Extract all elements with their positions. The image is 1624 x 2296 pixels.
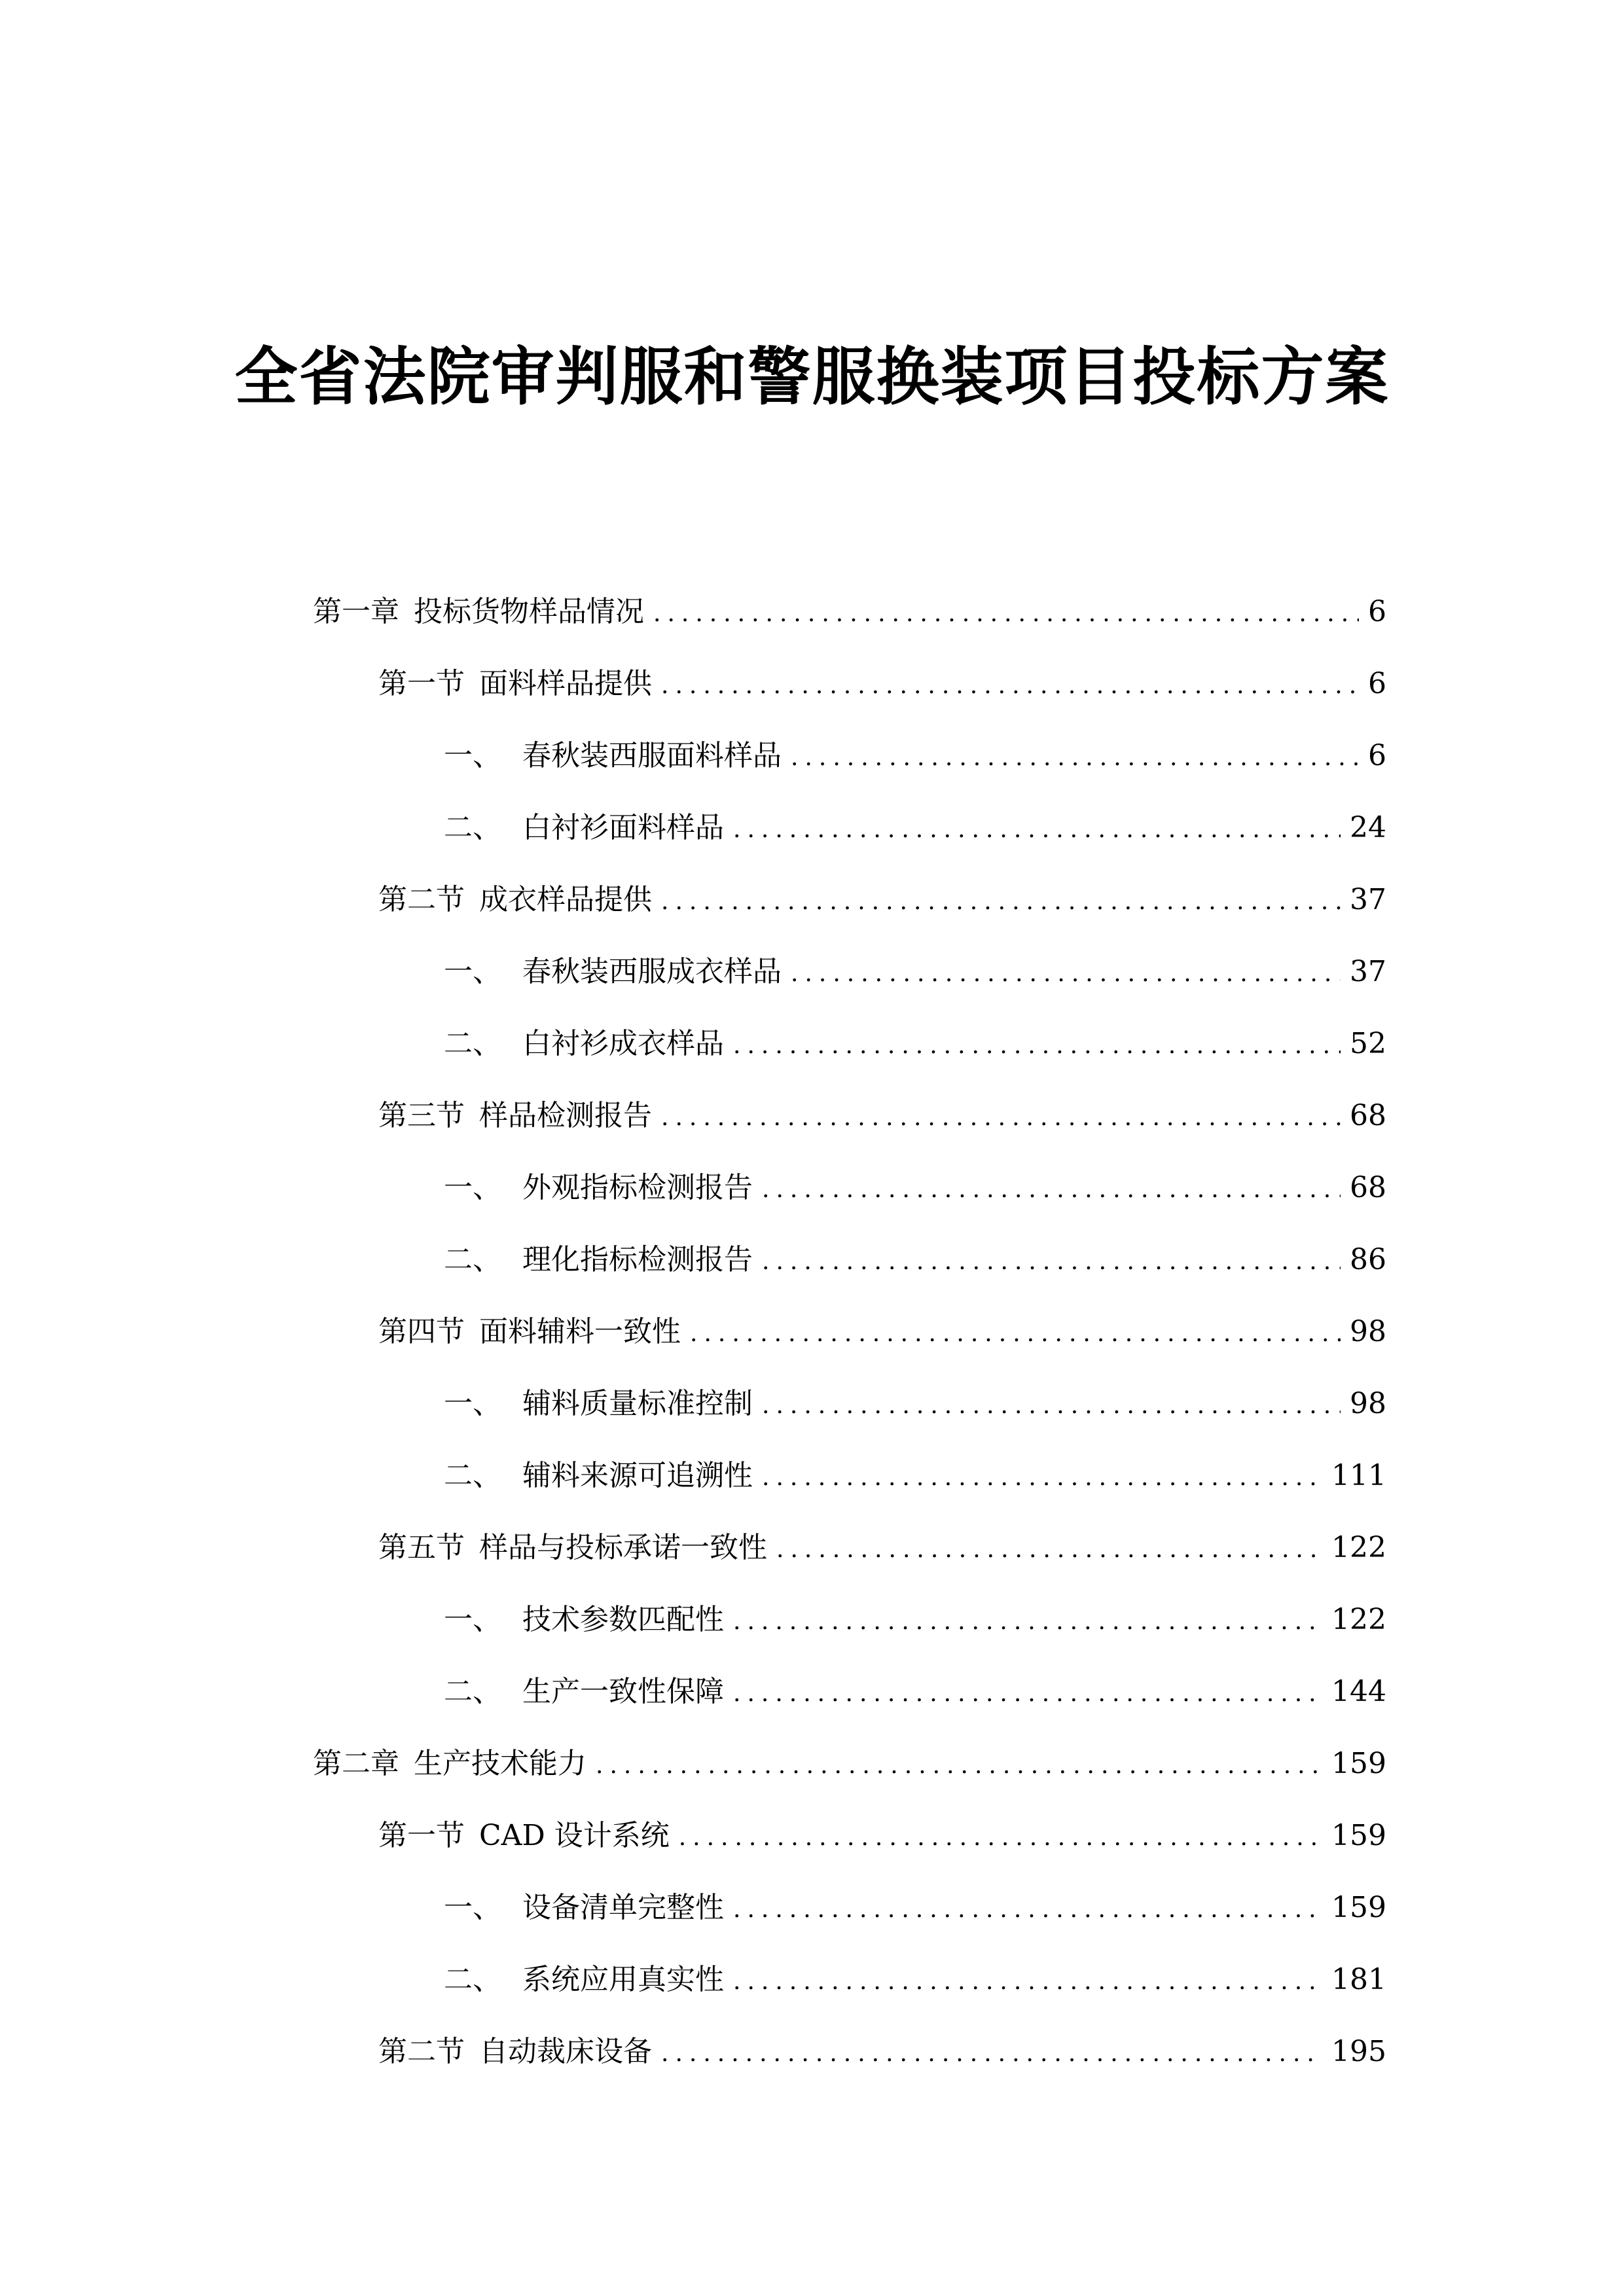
toc-entry-page: 181	[1331, 1963, 1386, 1996]
toc-leader-dots	[762, 1442, 1322, 1514]
toc-entry-prefix: 第一章	[313, 595, 399, 628]
toc-entry[interactable]	[313, 1800, 1386, 1872]
toc-leader-dots	[690, 1298, 1341, 1370]
toc-entry-label: 技术参数匹配性	[522, 1603, 724, 1636]
toc-entry-prefix: 第一节	[378, 1819, 465, 1852]
toc-entry-page: 37	[1350, 955, 1386, 988]
toc-entry[interactable]	[313, 792, 1386, 864]
toc-entry-prefix: 一、	[444, 955, 501, 988]
toc-entry-page: 98	[1350, 1387, 1386, 1420]
toc-entry[interactable]	[313, 1296, 1386, 1368]
toc-leader-dots	[661, 650, 1359, 722]
toc-entry[interactable]	[313, 1152, 1386, 1224]
toc-entry-prefix: 二、	[444, 811, 501, 844]
toc-entry-prefix: 二、	[444, 1963, 501, 1996]
toc-entry-page: 122	[1331, 1603, 1386, 1636]
toc-entry[interactable]	[313, 720, 1386, 792]
toc-entry[interactable]	[313, 1224, 1386, 1296]
toc-entry-page: 68	[1350, 1099, 1386, 1132]
toc-leader-dots	[791, 938, 1341, 1010]
toc-entry[interactable]	[313, 1080, 1386, 1152]
toc-entry[interactable]	[313, 936, 1386, 1008]
toc-entry[interactable]	[313, 648, 1386, 720]
toc-entry-label: 白衬衫成衣样品	[522, 1027, 724, 1060]
toc-entry-label: 面料辅料一致性	[479, 1315, 681, 1348]
toc-entry-label: 辅料来源可追溯性	[522, 1459, 753, 1492]
toc-entry-label: 投标货物样品情况	[414, 595, 644, 628]
toc-entry[interactable]	[313, 2016, 1386, 2088]
toc-entry-prefix: 第二章	[313, 1747, 399, 1780]
toc-entry-page: 6	[1368, 595, 1386, 628]
toc-entry-prefix: 二、	[444, 1027, 501, 1060]
toc-leader-dots	[661, 2018, 1322, 2090]
toc-entry-prefix: 一、	[444, 1603, 501, 1636]
toc-entry-label: 辅料质量标准控制	[522, 1387, 753, 1420]
toc-entry-label: 设备清单完整性	[522, 1891, 724, 1924]
toc-leader-dots	[733, 1658, 1322, 1730]
toc-leader-dots	[762, 1226, 1341, 1298]
toc-entry[interactable]	[313, 1944, 1386, 2016]
toc-entry-prefix: 二、	[444, 1459, 501, 1492]
toc-leader-dots	[679, 1802, 1322, 1874]
toc-leader-dots	[661, 1082, 1341, 1154]
toc-entry-label: 成衣样品提供	[479, 883, 652, 916]
toc-entry-page: 159	[1331, 1891, 1386, 1924]
toc-leader-dots	[776, 1514, 1322, 1586]
toc-entry-label: 样品与投标承诺一致性	[479, 1531, 767, 1564]
toc-leader-dots	[733, 1946, 1322, 2018]
toc-entry-prefix: 一、	[444, 739, 501, 772]
toc-entry-prefix: 第二节	[378, 883, 465, 916]
toc-entry-prefix: 第四节	[378, 1315, 465, 1348]
toc-entry-page: 52	[1350, 1027, 1386, 1060]
toc-entry-prefix: 第三节	[378, 1099, 465, 1132]
toc-entry-label: 春秋装西服成衣样品	[522, 955, 782, 988]
toc-entry-label: 白衬衫面料样品	[522, 811, 724, 844]
toc-entry-page: 144	[1331, 1675, 1386, 1708]
toc-entry-page: 159	[1331, 1819, 1386, 1852]
toc-entry-prefix: 第五节	[378, 1531, 465, 1564]
toc-entry-page: 86	[1350, 1243, 1386, 1276]
toc-leader-dots	[661, 866, 1341, 938]
toc-entry-label: 生产技术能力	[414, 1747, 586, 1780]
toc-entry-label: 自动裁床设备	[479, 2035, 652, 2068]
toc-entry-label: 面料样品提供	[479, 667, 652, 700]
toc-entry-label: 理化指标检测报告	[522, 1243, 753, 1276]
toc-entry[interactable]	[313, 1008, 1386, 1080]
toc-entry-label: CAD 设计系统	[479, 1819, 670, 1852]
toc-entry-prefix: 二、	[444, 1243, 501, 1276]
toc-entry[interactable]	[313, 1368, 1386, 1440]
toc-entry-page: 159	[1331, 1747, 1386, 1780]
toc-entry[interactable]	[313, 1728, 1386, 1800]
toc-entry[interactable]	[313, 1872, 1386, 1944]
toc-entry-label: 外观指标检测报告	[522, 1171, 753, 1204]
toc-entry-prefix: 一、	[444, 1171, 501, 1204]
toc-entry[interactable]	[313, 1584, 1386, 1656]
toc-entry-page: 195	[1331, 2035, 1386, 2068]
toc-entry-page: 6	[1368, 667, 1386, 700]
toc-leader-dots	[733, 1586, 1322, 1658]
table-of-contents	[313, 576, 1386, 2088]
toc-entry-page: 6	[1368, 739, 1386, 772]
toc-entry[interactable]	[313, 864, 1386, 936]
toc-leader-dots	[733, 794, 1341, 866]
toc-leader-dots	[596, 1730, 1322, 1802]
toc-entry-label: 生产一致性保障	[522, 1675, 724, 1708]
document-title: 全省法院审判服和警服换装项目投标方案	[234, 340, 1390, 414]
toc-entry[interactable]	[313, 576, 1386, 648]
toc-leader-dots	[762, 1370, 1341, 1442]
toc-leader-dots	[762, 1154, 1341, 1226]
toc-entry-page: 24	[1350, 811, 1386, 844]
toc-entry-label: 系统应用真实性	[522, 1963, 724, 1996]
toc-leader-dots	[791, 722, 1359, 794]
toc-entry-page: 111	[1331, 1459, 1386, 1492]
toc-entry[interactable]	[313, 1440, 1386, 1512]
toc-entry-page: 122	[1331, 1531, 1386, 1564]
toc-entry-prefix: 第一节	[378, 667, 465, 700]
toc-leader-dots	[733, 1874, 1322, 1946]
toc-entry-prefix: 第二节	[378, 2035, 465, 2068]
toc-leader-dots	[653, 578, 1359, 650]
toc-entry-page: 68	[1350, 1171, 1386, 1204]
toc-entry-prefix: 一、	[444, 1387, 501, 1420]
toc-entry-prefix: 一、	[444, 1891, 501, 1924]
toc-entry[interactable]	[313, 1656, 1386, 1728]
toc-entry-label: 样品检测报告	[479, 1099, 652, 1132]
toc-entry-page: 98	[1350, 1315, 1386, 1348]
toc-entry[interactable]	[313, 1512, 1386, 1584]
toc-entry-label: 春秋装西服面料样品	[522, 739, 782, 772]
toc-leader-dots	[733, 1010, 1341, 1082]
toc-entry-page: 37	[1350, 883, 1386, 916]
toc-entry-prefix: 二、	[444, 1675, 501, 1708]
